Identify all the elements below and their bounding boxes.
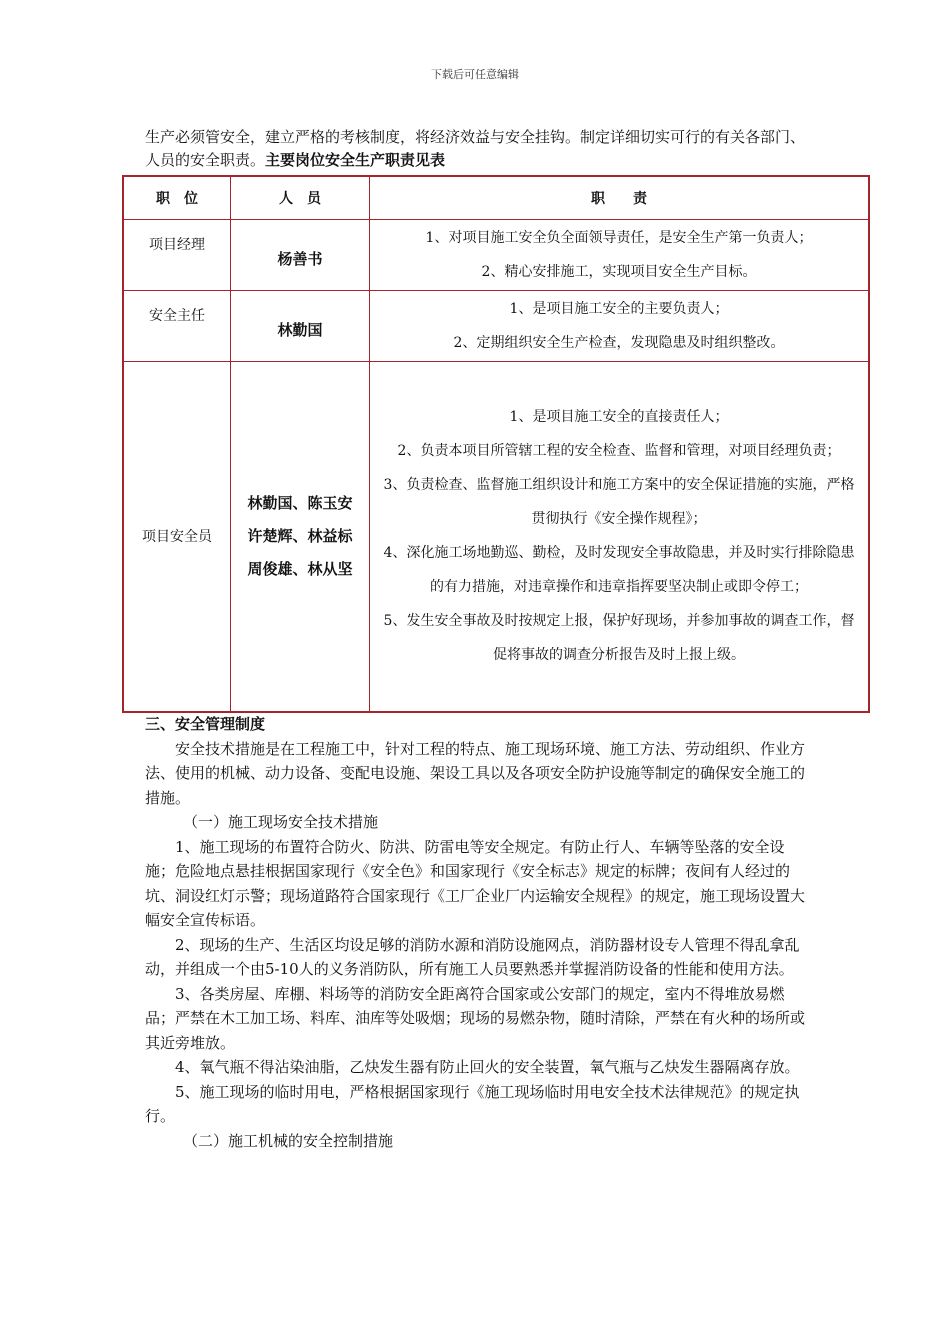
person-name: 林勤国 [277,321,323,339]
row-people [231,291,370,362]
page-header-note: 下载后可任意编辑 [431,68,519,81]
duty-item: 2、精心安排施工，实现项目安全生产目标。 [481,264,757,280]
paragraph: 3、各类房屋、库棚、料场等的消防安全距离符合国家或公安部门的规定，室内不得堆放易燃品；严禁在木工加工场、料库、油库等处吸烟；现场的易燃杂物，随时清除，严禁在有火种的场所或其近旁堆放。 [145,984,806,1052]
duty-table [122,175,870,713]
table-row [123,220,869,291]
table-row [123,291,869,362]
paragraph: 4、氧气瓶不得沾染油脂，乙炔发生器有防止回火的安全装置，氧气瓶与乙炔发生器隔离存放。 [175,1058,800,1076]
header-position: 职 位 [123,176,231,220]
row-position: 安全主任 [123,291,231,362]
intro-bold-text: 主要岗位安全生产职责见表 [265,151,446,169]
person-name: 林勤国、陈玉安 [247,493,353,512]
person-name: 许楚辉、林益标 [247,526,353,545]
duty-item: 1、是项目施工安全的主要负责人； [509,301,729,317]
paragraph: 2、现场的生产、生活区均设足够的消防水源和消防设施网点，消防器材设专人管理不得乱拿乱动，并组成一个由5-10人的义务消防队，所有施工人员要熟悉并掌握消防设备的性能和使用方法。 [145,935,800,978]
duty-item: 1、是项目施工安全的直接责任人； [509,409,729,426]
intro-paragraph [145,126,810,172]
paragraph: 5、施工现场的临时用电，严格根据国家现行《施工现场临时用电安全技术法律规范》的规定执行。 [145,1082,800,1125]
section-intro: 安全技术措施是在工程施工中，针对工程的特点、施工现场环境、施工方法、劳动组织、作业方法、使用的机械、动力设备、变配电设施、架设工具以及各项安全防护设施等制定的确保安全施工的措施。 [145,739,806,807]
duty-item: 3、负责检查、监督施工组织设计和施工方案中的安全保证措施的实施，严格贯彻执行《安全操作规程》； [383,477,855,528]
duty-item: 2、负责本项目所管辖工程的安全检查、监督和管理，对项目经理负责； [397,443,841,460]
intro-text: 生产必须管安全，建立严格的考核制度，将经济效益与安全挂钩。制定详细切实可行的有关各部门、人员的安全职责。 [145,128,806,169]
subsection-title: （二）施工机械的安全控制措施 [183,1131,394,1150]
row-duties [370,220,870,291]
duty-item: 2、定期组织安全生产检查，发现隐患及时组织整改。 [453,335,785,351]
table-header-row [123,176,869,220]
section-3 [145,712,810,1153]
subsection-title: （一）施工现场安全技术措施 [183,813,379,831]
duty-item: 5、发生安全事故及时按规定上报，保护好现场，并参加事故的调查工作，督促将事故的调查分析报告及时上报上级。 [383,613,855,664]
section-title: 三、安全管理制度 [145,715,266,733]
row-duties [370,362,870,712]
row-duties [370,291,870,362]
row-people [231,220,370,291]
table-row [123,362,869,712]
paragraph: 1、施工现场的布置符合防火、防洪、防雷电等安全规定。有防止行人、车辆等坠落的安全设施；危险地点悬挂根据国家现行《安全色》和国家现行《安全标志》规定的标牌；夜间有人经过的坑、洞设红灯示警；现场道路符合国家现行《工厂企业厂内运输安全规程》的规定，施工现场设置大幅安全宣传标语。 [145,837,806,929]
row-position: 项目安全员 [123,362,231,712]
duty-item: 1、对项目施工安全负全面领导责任，是安全生产第一负责人； [425,230,813,246]
duty-item: 4、深化施工场地勤巡、勤检，及时发现安全事故隐患，并及时实行排除隐患的有力措施，对违章操作和违章指挥要坚决制止或即令停工； [383,545,855,596]
person-name: 杨善书 [277,250,323,268]
row-people [231,362,370,712]
header-duties: 职 责 [370,176,870,220]
person-name: 周俊雄、林从坚 [247,559,353,578]
row-position: 项目经理 [123,220,231,291]
header-people: 人 员 [231,176,370,220]
